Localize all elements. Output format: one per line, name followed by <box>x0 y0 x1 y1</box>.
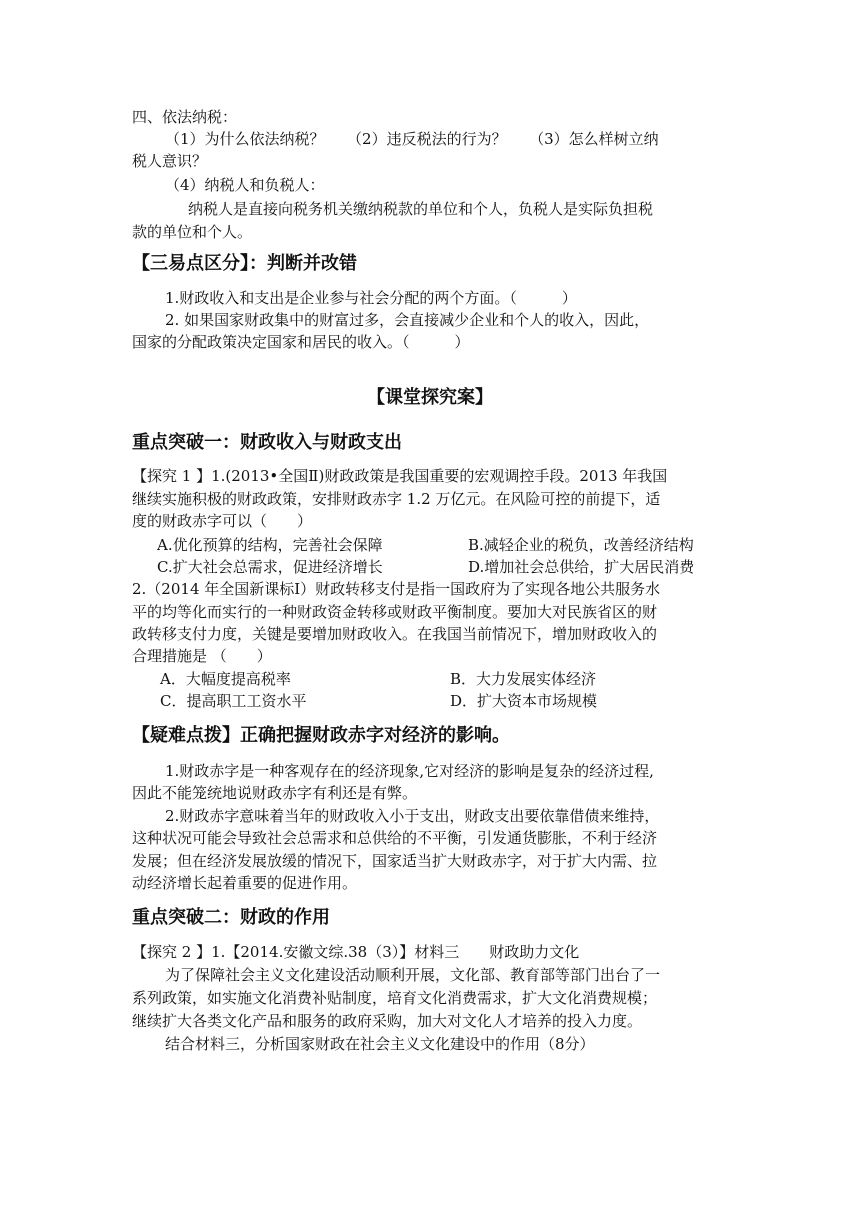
question-line: 合理措施是 （ ） <box>132 647 272 665</box>
option-a: A.优化预算的结构，完善社会保障 <box>157 536 383 554</box>
paragraph-line: 动经济增长起着重要的促进作用。 <box>132 874 358 892</box>
question-line: 度的财政赤字可以（ ） <box>132 512 313 530</box>
section-title: 四、依法纳税： <box>132 108 238 126</box>
paragraph-line: 2.财政赤字意味着当年的财政收入小于支出，财政支出要依靠借债来维持， <box>165 807 660 825</box>
page-section-title: 【课堂探究案】 <box>367 387 493 408</box>
judgment-item: 2. 如果国家财政集中的财富过多，会直接减少企业和个人的收入，因此， <box>165 311 650 329</box>
definition-line: 纳税人是直接向税务机关缴纳税款的单位和个人，负税人是实际负担税 <box>188 200 654 218</box>
option-a: A．大幅度提高税率 <box>160 670 291 688</box>
paragraph-line: 这种状况可能会导致社会总需求和总供给的不平衡，引发通货膨胀，不利于经济 <box>132 829 658 847</box>
judgment-item: 国家的分配政策决定国家和居民的收入。（ ） <box>132 333 470 351</box>
material-line: 继续扩大各类文化产品和服务的政府采购，加大对文化人才培养的投入力度。 <box>132 1012 643 1030</box>
option-d: D．扩大资本市场规模 <box>450 692 598 710</box>
paragraph-line: 发展；但在经济发展放缓的情况下，国家适当扩大财政赤字，对于扩大内需、拉 <box>132 852 658 870</box>
questions-line: （1）为什么依法纳税？ （2）违反税法的行为？ （3）怎么样树立纳 <box>165 130 659 148</box>
question-line: 继续实施积极的财政政策，安排财政赤字 1.2 万亿元。在风险可控的前提下，适 <box>132 490 661 508</box>
task-line: 结合材料三，分析国家财政在社会主义文化建设中的作用（8分） <box>165 1035 595 1053</box>
question-line: 政转移支付力度，关键是要增加财政收入。在我国当前情况下，增加财政收入的 <box>132 625 658 643</box>
question-item: （4）纳税人和负税人： <box>165 176 325 194</box>
option-b: B．大力发展实体经济 <box>450 670 597 688</box>
section-heading: 【疑难点拨】正确把握财政赤字对经济的影响。 <box>132 725 510 746</box>
option-b: B.减轻企业的税负，改善经济结构 <box>468 536 694 554</box>
option-d: D.增加社会总供给，扩大居民消费 <box>468 558 695 576</box>
section-heading: 重点突破一：财政收入与财政支出 <box>132 432 402 453</box>
question-line: 【探究 2 】1.【2014.安徽文综.38（3）】材料三 财政助力文化 <box>132 943 580 961</box>
question-line: 【探究 1 】1.(2013•全国Ⅱ)财政政策是我国重要的宏观调控手段。2013 年我国 <box>132 467 668 485</box>
material-line: 系列政策，如实施文化消费补贴制度，培育文化消费需求，扩大文化消费规模； <box>132 989 658 1007</box>
material-line: 为了保障社会主义文化建设活动顺利开展，文化部、教育部等部门出台了一 <box>165 966 661 984</box>
option-c: C.扩大社会总需求，促进经济增长 <box>157 558 383 576</box>
definition-line: 款的单位和个人。 <box>132 223 253 241</box>
paragraph-line: 因此不能笼统地说财政赤字有利还是有弊。 <box>132 784 418 802</box>
section-heading: 【三易点区分】：判断并改错 <box>132 253 357 274</box>
judgment-item: 1.财政收入和支出是企业参与社会分配的两个方面。（ ） <box>165 289 577 307</box>
question-line: 2.（2014 年全国新课标Ⅰ）财政转移支付是指一国政府为了实现各地公共服务水 <box>132 580 661 598</box>
paragraph-line: 1.财政赤字是一种客观存在的经济现象,它对经济的影响是复杂的经济过程, <box>165 762 654 780</box>
option-c: C．提高职工工资水平 <box>160 692 307 710</box>
section-heading: 重点突破二：财政的作用 <box>132 907 330 928</box>
question-line: 平的均等化而实行的一种财政资金转移或财政平衡制度。要加大对民族省区的财 <box>132 603 658 621</box>
questions-line: 税人意识？ <box>132 152 208 170</box>
